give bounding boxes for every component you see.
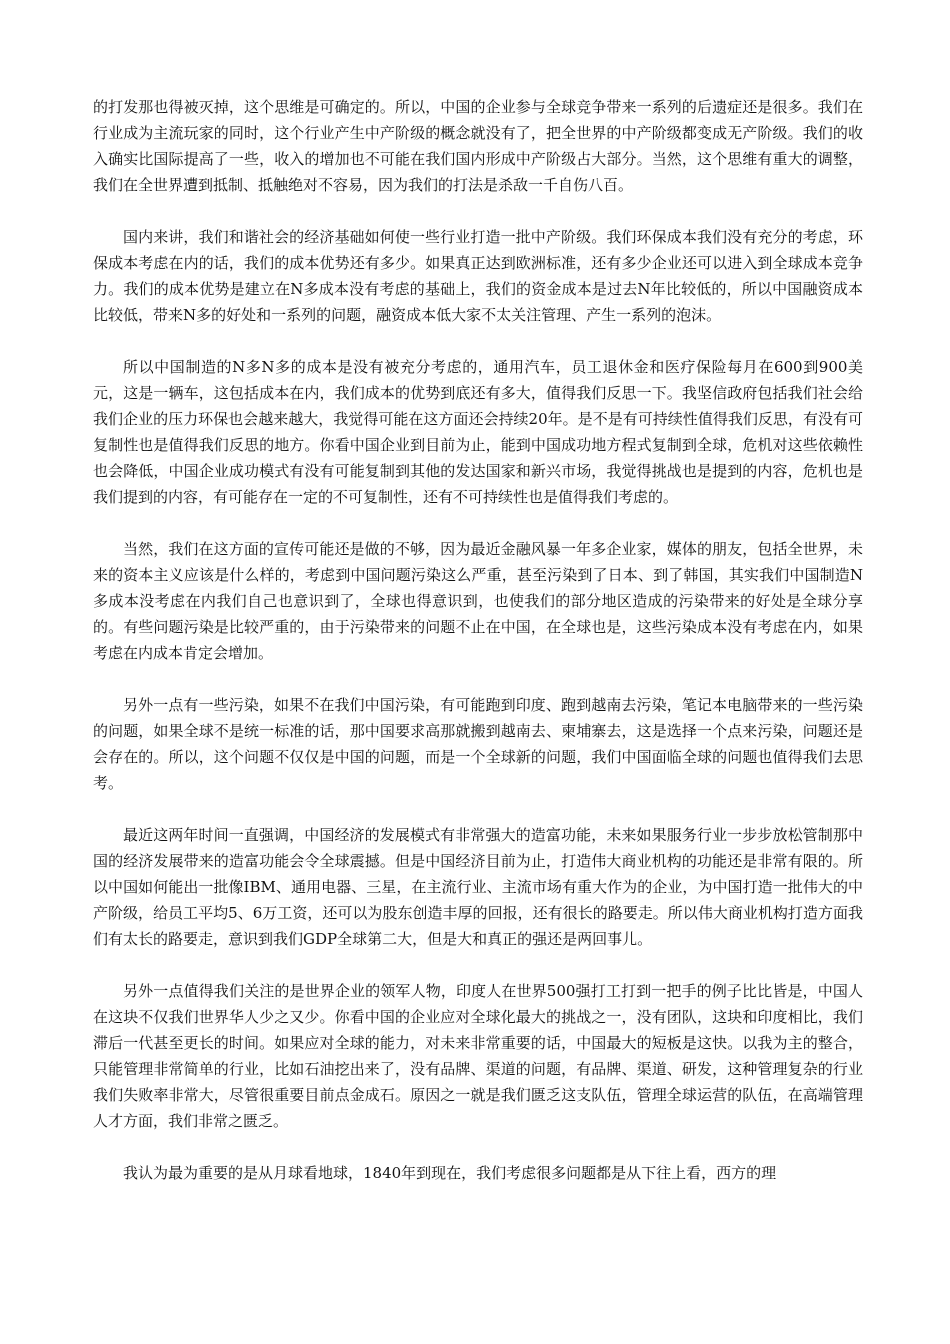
paragraph-7: 另外一点值得我们关注的是世界企业的领军人物，印度人在世界500强打工打到一把手的例子比比皆是，中国人在这块不仅我们世界华人少之又少。你看中国的企业应对全球化最大的挑战之一，没有团队，这块和印度相比，我们滞后一代甚至更长的时间。如果应对全球的能力，对未来非常重要的话，中国最大的短板是这快。以我为主的整合，只能管理非常简单的行业，比如石油挖出来了，没有品牌、渠道的问题，有品牌、渠道、研发，这种管理复杂的行业我们失败率非常大，尽管很重要目前点金成石。原因之一就是我们匮乏这支队伍，管理全球运营的队伍，在高端管理人才方面，我们非常之匮乏。 [93,982,863,1130]
paragraph-5: 另外一点有一些污染，如果不在我们中国污染，有可能跑到印度、跑到越南去污染，笔记本电脑带来的一些污染的问题，如果全球不是统一标准的话，那中国要求高那就搬到越南去、柬埔寨去，这是选择一个点来污染，问题还是会存在的。所以，这个问题不仅仅是中国的问题，而是一个全球新的问题，我们中国面临全球的问题也值得我们去思考。 [93,696,863,792]
paragraph-1: 的打发那也得被灭掉，这个思维是可确定的。所以，中国的企业参与全球竞争带来一系列的后遗症还是很多。我们在行业成为主流玩家的同时，这个行业产生中产阶级的概念就没有了，把全世界的中产阶级都变成无产阶级。我们的收入确实比国际提高了一些，收入的增加也不可能在我们国内形成中产阶级占大部分。当然，这个思维有重大的调整，我们在全世界遭到抵制、抵触绝对不容易，因为我们的打法是杀敌一千自伤八百。 [93,98,863,194]
paragraph-6: 最近这两年时间一直强调，中国经济的发展模式有非常强大的造富功能，未来如果服务行业一步步放松管制那中国的经济发展带来的造富功能会令全球震撼。但是中国经济目前为止，打造伟大商业机构的功能还是非常有限的。所以中国如何能出一批像IBM、通用电器、三星，在主流行业、主流市场有重大作为的企业，为中国打造一批伟大的中产阶级，给员工平均5、6万工资，还可以为股东创造丰厚的回报，还有很长的路要走。所以伟大商业机构打造方面我们有太长的路要走，意识到我们GDP全球第二大，但是大和真正的强还是两回事儿。 [93,826,863,948]
paragraph-8: 我认为最为重要的是从月球看地球，1840年到现在，我们考虑很多问题都是从下往上看，西方的理 [123,1164,777,1182]
paragraph-2: 国内来讲，我们和谐社会的经济基础如何使一些行业打造一批中产阶级。我们环保成本我们没有充分的考虑，环保成本考虑在内的话，我们的成本优势还有多少。如果真正达到欧洲标准，还有多少企业还可以进入到全球成本竞争力。我们的成本优势是建立在N多成本没有考虑的基础上，我们的资金成本是过去N年比较低的，所以中国融资成本比较低，带来N多的好处和一系列的问题，融资成本低大家不太关注管理、产生一系列的泡沫。 [93,228,863,324]
paragraph-3: 所以中国制造的N多N多的成本是没有被充分考虑的，通用汽车，员工退休金和医疗保险每月在600到900美元，这是一辆车，这包括成本在内，我们成本的优势到底还有多大，值得我们反思一下。我坚信政府包括我们社会给我们企业的压力环保也会越来越大，我觉得可能在这方面还会持续20年。是不是有可持续性值得我们反思，有没有可复制性也是值得我们反思的地方。你看中国企业到目前为止，能到中国成功地方程式复制到全球，危机对这些依赖性也会降低，中国企业成功模式有没有可能复制到其他的发达国家和新兴市场，我觉得挑战也是提到的内容，危机也是我们提到的内容，有可能存在一定的不可复制性，还有不可持续性也是值得我们考虑的。 [93,358,863,506]
paragraph-4: 当然，我们在这方面的宣传可能还是做的不够，因为最近金融风暴一年多企业家，媒体的朋友，包括全世界，未来的资本主义应该是什么样的，考虑到中国问题污染这么严重，甚至污染到了日本、到了韩国，其实我们中国制造N多成本没考虑在内我们自己也意识到了，全球也得意识到，也使我们的部分地区造成的污染带来的好处是全球分享的。有些问题污染是比较严重的，由于污染带来的问题不止在中国，在全球也是，这些污染成本没有考虑在内，如果考虑在内成本肯定会增加。 [93,540,863,662]
document-body [93,94,863,1186]
